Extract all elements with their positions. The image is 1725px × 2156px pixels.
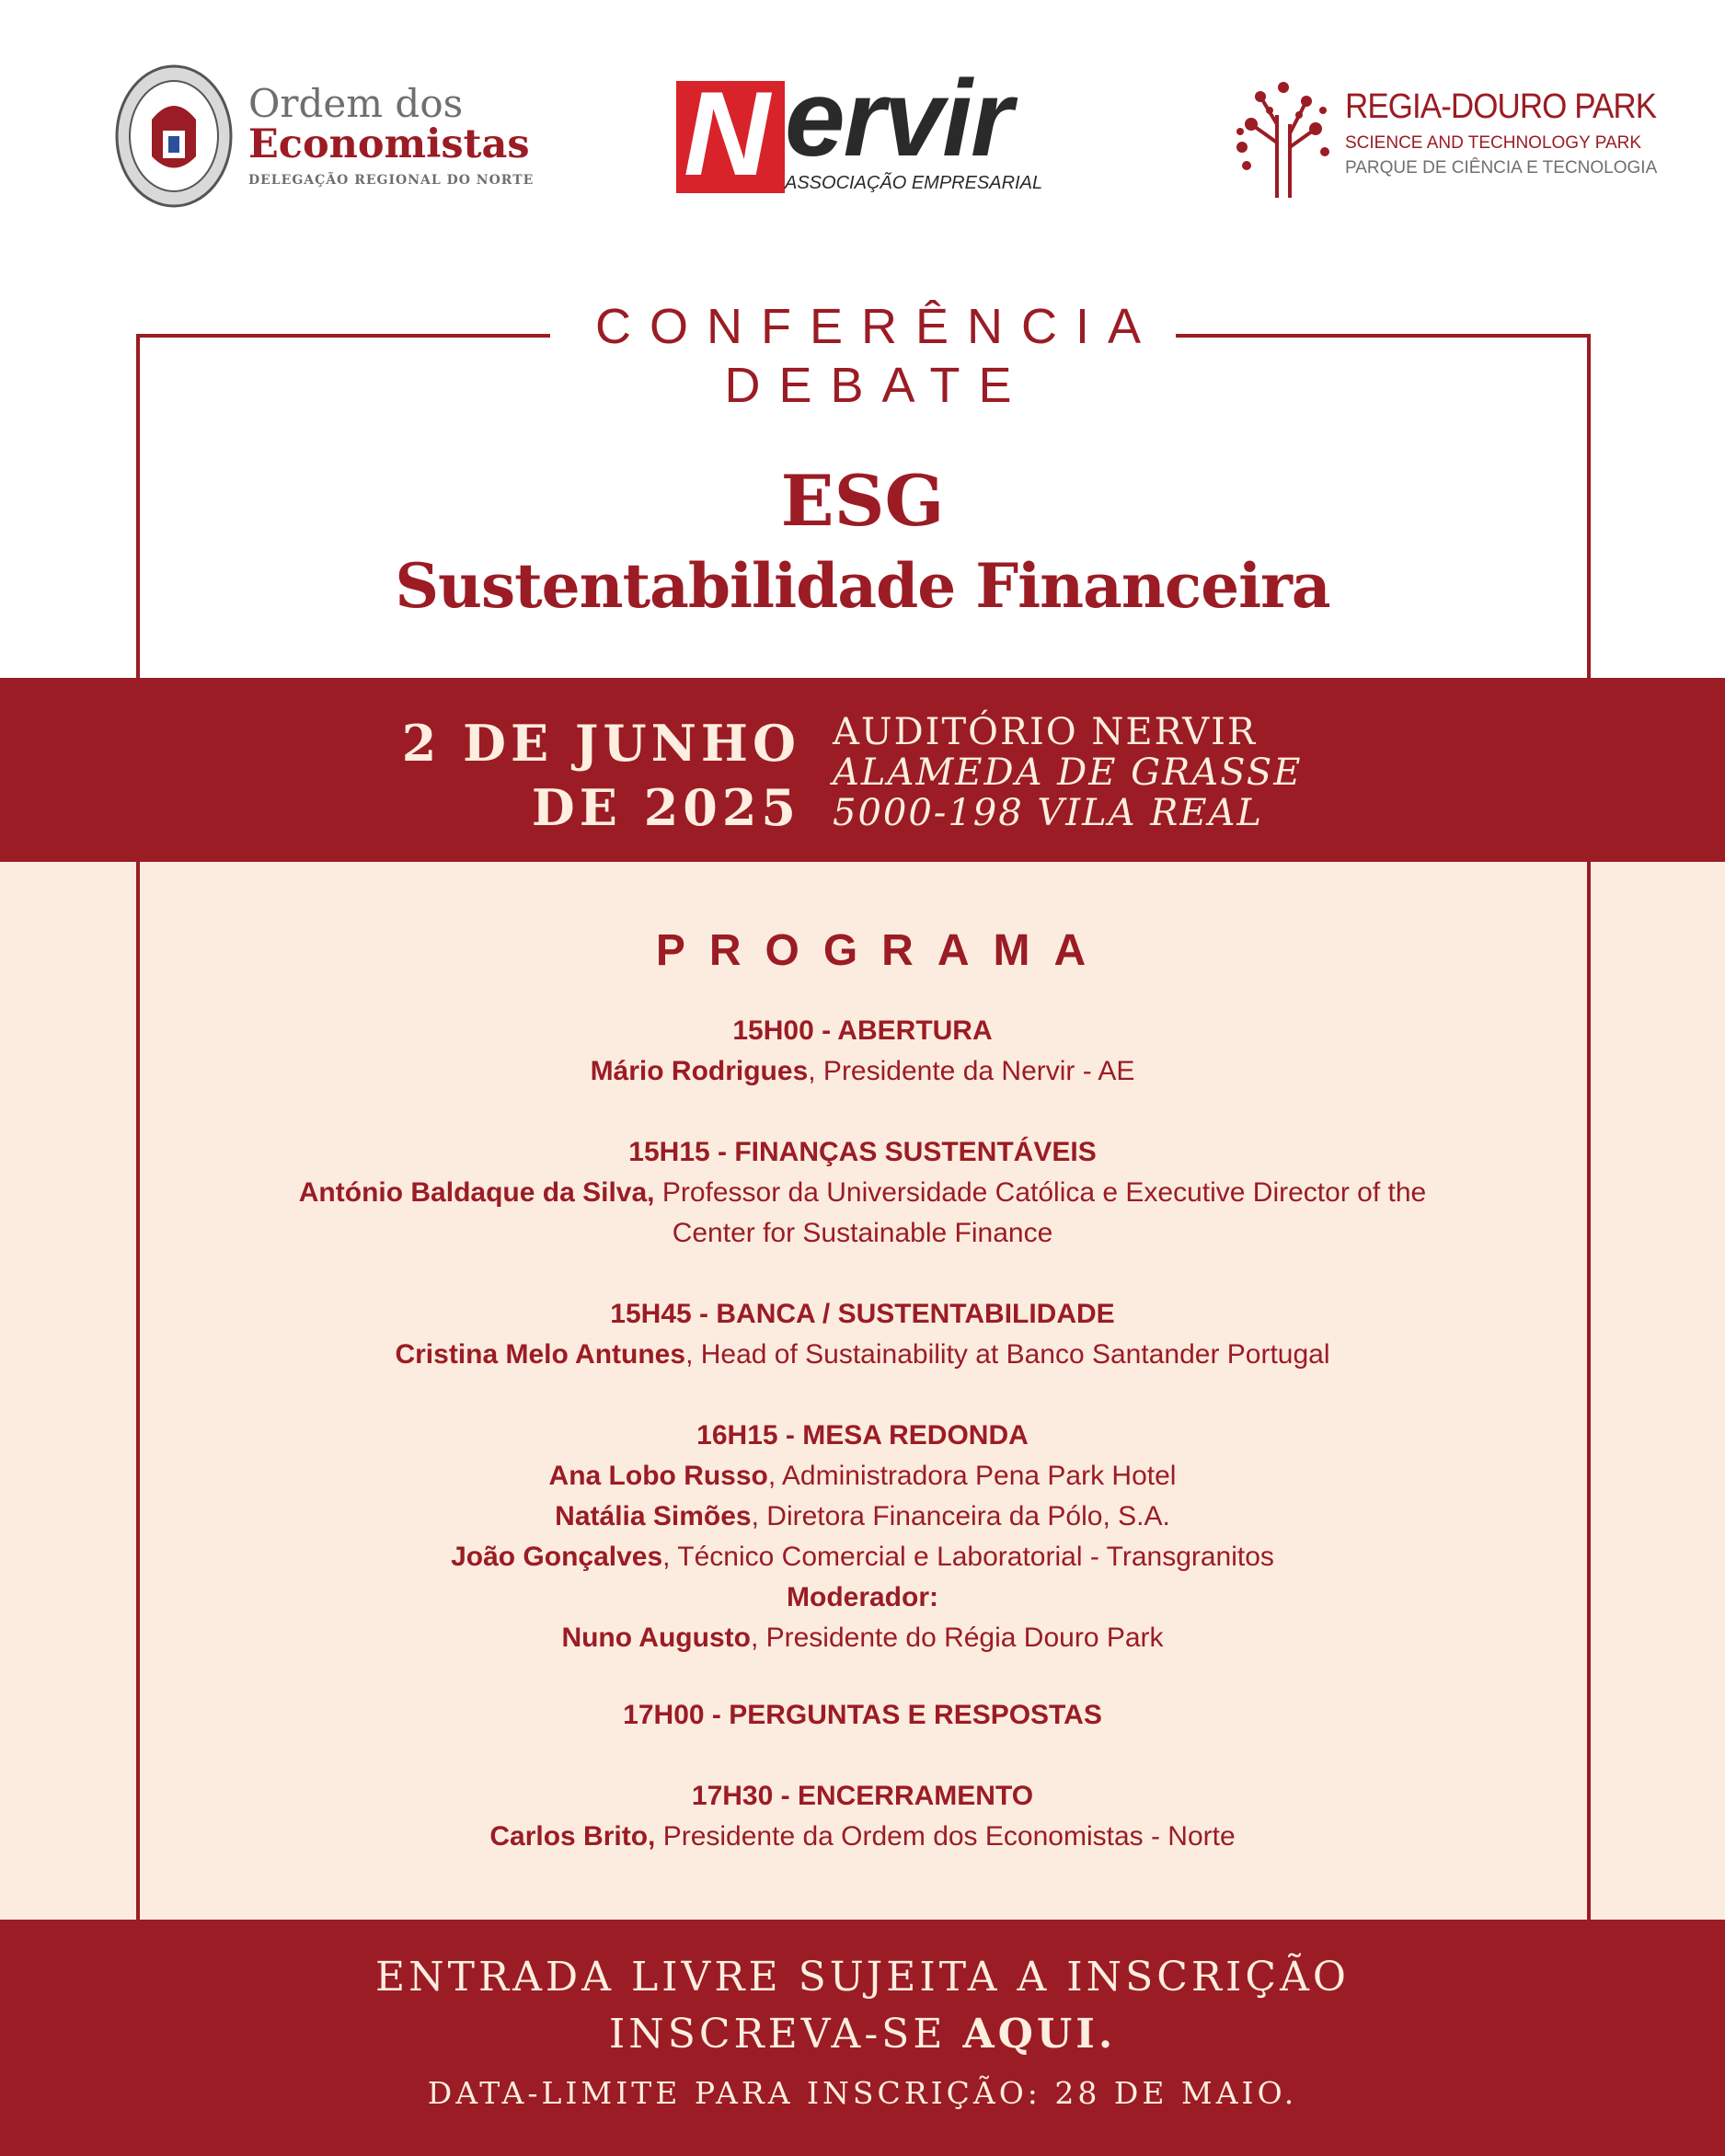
speaker-role: , Administradora Pena Park Hotel [767,1461,1177,1491]
speaker-role: , Presidente da Nervir - AE [808,1056,1135,1086]
speaker-name: Mário Rodrigues [590,1056,809,1086]
nervir-subtitle: ASSOCIAÇÃO EMPRESARIAL [785,173,1043,193]
speaker-name: João Gonçalves [451,1542,663,1572]
speaker-name: António Baldaque da Silva, [298,1177,655,1208]
venue-city: 5000-198 VILA REAL [833,792,1263,834]
register-line [0,2011,1725,2058]
rdp-line1: REGIA-DOURO PARK [1345,87,1657,126]
register-text: INSCREVA-SE [608,2011,963,2058]
venue-street: ALAMEDA DE GRASSE [833,751,1303,794]
session-heading: 17H00 - PERGUNTAS E RESPOSTAS [623,1700,1102,1730]
eyebrow-conferencia: CONFERÊNCIA [594,299,1160,354]
session-speaker [0,1456,1725,1497]
nervir-n-letter: N [684,66,770,201]
page-subtitle: Sustentabilidade Financeira [395,550,1330,622]
free-entry-text: ENTRADA LIVRE SUJEITA A INSCRIÇÃO [375,1954,1350,2001]
speaker-role: Presidente da Ordem dos Economistas - Norte [655,1821,1236,1852]
speaker-name: Nuno Augusto [561,1623,751,1653]
session-speaker [0,1335,1725,1375]
ordem-economistas-logo [115,64,535,212]
program-title: PROGRAMA [655,926,1110,975]
speaker-role: , Presidente do Régia Douro Park [750,1623,1164,1653]
session-heading: 17H30 - ENCERRAMENTO [691,1781,1034,1811]
session-speaker [0,1173,1725,1213]
speaker-role: , Técnico Comercial e Laboratorial - Transgranitos [662,1542,1274,1572]
session-heading: 15H00 - ABERTURA [732,1015,993,1046]
event-date-line2: DE 2025 [531,778,800,837]
page-title: ESG [780,460,945,542]
oe-line2: Economistas [248,121,530,167]
event-date-line1: 2 DE JUNHO [401,714,800,773]
speaker-name: Cristina Melo Antunes [395,1339,686,1370]
speaker-name: Carlos Brito, [489,1821,656,1852]
oe-line1: Ordem dos [248,81,464,126]
session-speaker [0,1051,1725,1092]
session-speaker [0,1618,1725,1658]
session-heading: 15H15 - FINANÇAS SUSTENTÁVEIS [628,1137,1097,1167]
session-speaker [0,1817,1725,1857]
circuit-tree-icon [1233,60,1334,202]
moderator-label: Moderador: [787,1582,938,1612]
oe-line3: DELEGAÇÃO REGIONAL DO NORTE [248,173,535,188]
rdp-line2: SCIENCE AND TECHNOLOGY PARK [1345,133,1642,153]
rdp-line3: PARQUE DE CIÊNCIA E TECNOLOGIA [1345,158,1658,178]
speaker-role-cont: Center for Sustainable Finance [672,1218,1053,1248]
speaker-role: , Diretora Financeira da Pólo, S.A. [751,1501,1170,1531]
session-heading: 16H15 - MESA REDONDA [696,1420,1029,1451]
deadline-text: DATA-LIMITE PARA INSCRIÇÃO: 28 DE MAIO. [427,2075,1298,2111]
speaker-role: Professor da Universidade Católica e Executive Director of the [654,1177,1427,1208]
register-link[interactable]: AQUI. [962,2011,1117,2058]
nervir-logo [676,58,1044,201]
session-speaker [0,1497,1725,1537]
speaker-name: Natália Simões [555,1501,752,1531]
session-speaker [0,1537,1725,1577]
nervir-wordmark: ervir [785,58,1011,179]
venue-name: AUDITÓRIO NERVIR [833,711,1258,753]
session-heading: 15H45 - BANCA / SUSTENTABILIDADE [610,1299,1115,1329]
speaker-role: , Head of Sustainability at Banco Santander Portugal [685,1339,1330,1370]
speaker-name: Ana Lobo Russo [548,1461,768,1491]
eyebrow-debate: DEBATE [724,358,1030,413]
seal-emblem-icon [115,64,233,208]
regia-douro-park-logo [1233,60,1658,207]
